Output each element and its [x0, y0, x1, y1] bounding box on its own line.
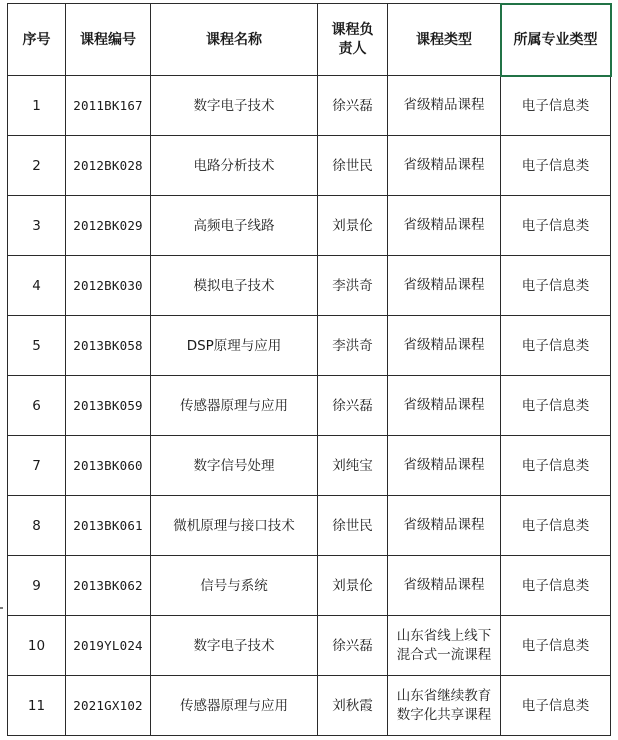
cell-type-text: 省级精品课程: [403, 97, 485, 113]
cell-type[interactable]: [388, 256, 501, 316]
cell-type-text: 省级精品课程: [403, 577, 485, 593]
table-row: [8, 376, 611, 436]
cell-type-text: 山东省线上线下混合式一流课程: [396, 627, 492, 663]
table-row: [8, 676, 611, 736]
table-row: [8, 436, 611, 496]
cell-type-text: 省级精品课程: [403, 457, 485, 473]
cell-major[interactable]: 电子信息类: [501, 616, 611, 676]
cell-name[interactable]: 模拟电子技术: [151, 256, 318, 316]
cell-code[interactable]: 2011BK167: [66, 76, 151, 136]
table-row: [8, 496, 611, 556]
cell-name[interactable]: 信号与系统: [151, 556, 318, 616]
table-row: [8, 136, 611, 196]
cell-name[interactable]: DSP原理与应用: [151, 316, 318, 376]
cell-owner[interactable]: 刘秋霞: [318, 676, 388, 736]
cell-code[interactable]: 2021GX102: [66, 676, 151, 736]
cell-no[interactable]: 11: [8, 676, 66, 736]
cell-name[interactable]: 电路分析技术: [151, 136, 318, 196]
cell-code[interactable]: 2013BK061: [66, 496, 151, 556]
cell-name[interactable]: 传感器原理与应用: [151, 676, 318, 736]
cell-name[interactable]: 数字信号处理: [151, 436, 318, 496]
cell-type-text: 省级精品课程: [403, 397, 485, 413]
cell-type[interactable]: [388, 376, 501, 436]
sheet-edge-mark: [0, 607, 3, 609]
cell-code[interactable]: 2013BK062: [66, 556, 151, 616]
cell-type-text: 省级精品课程: [403, 217, 485, 233]
cell-owner[interactable]: 刘景伦: [318, 196, 388, 256]
cell-no[interactable]: 1: [8, 76, 66, 136]
cell-owner[interactable]: 徐世民: [318, 136, 388, 196]
cell-type[interactable]: [388, 496, 501, 556]
cell-type-text: 省级精品课程: [403, 337, 485, 353]
cell-type[interactable]: [388, 616, 501, 676]
cell-no[interactable]: 2: [8, 136, 66, 196]
header-cell-no[interactable]: 序号: [8, 4, 66, 76]
table-row: [8, 616, 611, 676]
cell-code[interactable]: 2019YL024: [66, 616, 151, 676]
cell-major[interactable]: 电子信息类: [501, 196, 611, 256]
cell-type-text: 山东省继续教育数字化共享课程: [396, 687, 492, 723]
cell-type[interactable]: [388, 196, 501, 256]
cell-owner[interactable]: 李洪奇: [318, 316, 388, 376]
cell-major[interactable]: 电子信息类: [501, 556, 611, 616]
cell-major[interactable]: 电子信息类: [501, 676, 611, 736]
header-row: [8, 4, 611, 76]
cell-type[interactable]: [388, 556, 501, 616]
cell-major[interactable]: 电子信息类: [501, 496, 611, 556]
cell-major[interactable]: 电子信息类: [501, 376, 611, 436]
cell-owner[interactable]: 徐兴磊: [318, 376, 388, 436]
cell-owner[interactable]: 徐世民: [318, 496, 388, 556]
cell-no[interactable]: 10: [8, 616, 66, 676]
cell-name[interactable]: 微机原理与接口技术: [151, 496, 318, 556]
cell-type-text: 省级精品课程: [403, 277, 485, 293]
cell-type[interactable]: [388, 76, 501, 136]
cell-major[interactable]: 电子信息类: [501, 76, 611, 136]
cell-code[interactable]: 2013BK058: [66, 316, 151, 376]
cell-owner[interactable]: 李洪奇: [318, 256, 388, 316]
cell-major[interactable]: 电子信息类: [501, 136, 611, 196]
cell-type[interactable]: [388, 676, 501, 736]
table-row: [8, 196, 611, 256]
cell-type-text: 省级精品课程: [403, 517, 485, 533]
header-cell-owner[interactable]: [318, 4, 388, 76]
table-row: [8, 556, 611, 616]
cell-major[interactable]: 电子信息类: [501, 316, 611, 376]
cell-no[interactable]: 8: [8, 496, 66, 556]
cell-code[interactable]: 2012BK030: [66, 256, 151, 316]
cell-no[interactable]: 4: [8, 256, 66, 316]
cell-owner[interactable]: 刘纯宝: [318, 436, 388, 496]
cell-owner[interactable]: 徐兴磊: [318, 76, 388, 136]
cell-no[interactable]: 6: [8, 376, 66, 436]
cell-owner[interactable]: 刘景伦: [318, 556, 388, 616]
cell-code[interactable]: 2013BK060: [66, 436, 151, 496]
cell-name[interactable]: 数字电子技术: [151, 76, 318, 136]
cell-type[interactable]: [388, 136, 501, 196]
cell-type[interactable]: [388, 436, 501, 496]
cell-no[interactable]: 7: [8, 436, 66, 496]
cell-no[interactable]: 9: [8, 556, 66, 616]
table-row: [8, 76, 611, 136]
cell-name[interactable]: 传感器原理与应用: [151, 376, 318, 436]
cell-major[interactable]: 电子信息类: [501, 436, 611, 496]
cell-type[interactable]: [388, 316, 501, 376]
table-row: [8, 256, 611, 316]
cell-code[interactable]: 2012BK028: [66, 136, 151, 196]
cell-no[interactable]: 3: [8, 196, 66, 256]
cell-major[interactable]: 电子信息类: [501, 256, 611, 316]
header-owner-text: 课程负责人: [331, 21, 374, 57]
header-cell-major[interactable]: 所属专业类型: [501, 4, 611, 76]
table-row: [8, 316, 611, 376]
course-table: [7, 3, 611, 736]
cell-no[interactable]: 5: [8, 316, 66, 376]
header-cell-type[interactable]: 课程类型: [388, 4, 501, 76]
header-cell-name[interactable]: 课程名称: [151, 4, 318, 76]
header-cell-code[interactable]: 课程编号: [66, 4, 151, 76]
cell-name[interactable]: 高频电子线路: [151, 196, 318, 256]
cell-type-text: 省级精品课程: [403, 157, 485, 173]
cell-code[interactable]: 2013BK059: [66, 376, 151, 436]
cell-owner[interactable]: 徐兴磊: [318, 616, 388, 676]
cell-name[interactable]: 数字电子技术: [151, 616, 318, 676]
cell-code[interactable]: 2012BK029: [66, 196, 151, 256]
